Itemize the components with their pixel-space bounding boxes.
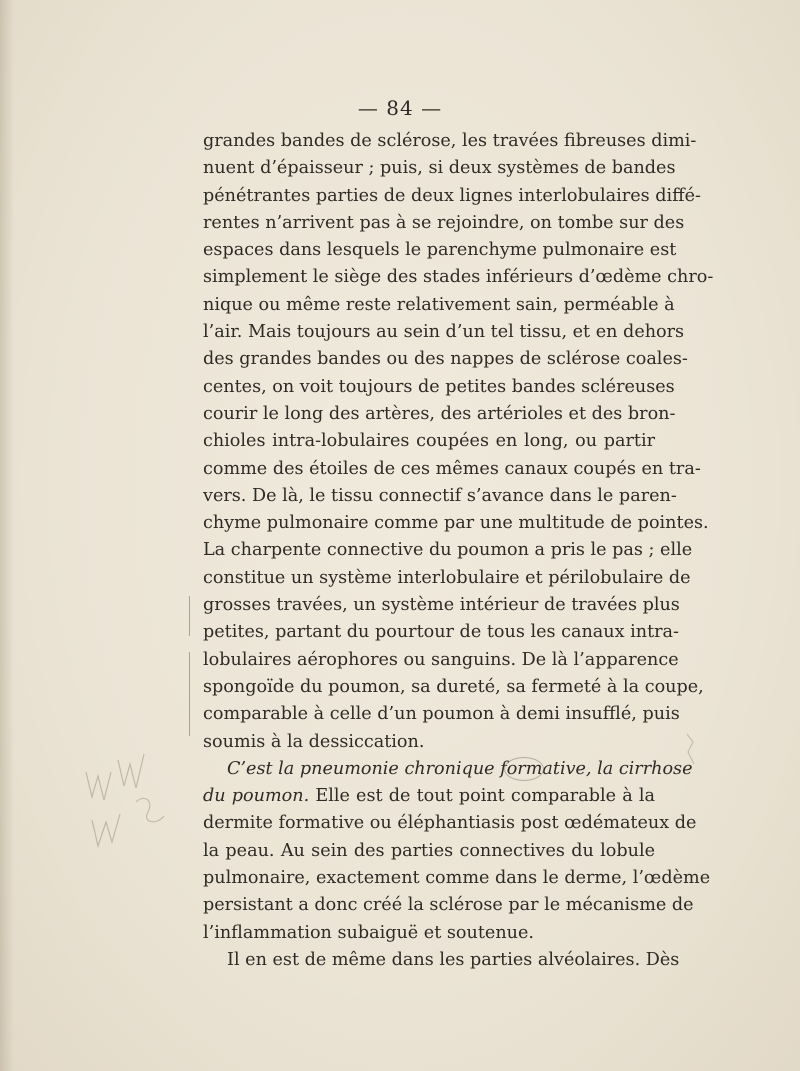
mixed-italic-line: du poumon. Elle est de tout point comparable à la (203, 786, 655, 807)
text-line: vers. De là, le tissu connectif s’avance dans le paren- (203, 485, 677, 506)
margin-mark-bar-upper (189, 596, 190, 636)
text-line: La charpente connective du poumon a pris le pas ; elle (203, 540, 693, 561)
text-line: grandes bandes de sclérose, les travées fibreuses dimi- (203, 131, 697, 151)
text-line: pénétrantes parties de deux lignes interlobulaires diffé- (203, 185, 701, 206)
page-edge-shadow (0, 0, 14, 1071)
paragraph-end-line: l’inflammation subaiguë et soutenue. (203, 922, 534, 943)
paragraph-end-line: soumis à la dessiccation. (203, 731, 425, 752)
text-line: chyme pulmonaire comme par une multitude de pointes. (203, 513, 709, 534)
text-line: comme des étoiles de ces mêmes canaux coupés en tra- (203, 458, 701, 479)
text-line: centes, on voit toujours de petites bandes scléreuses (203, 376, 675, 397)
text-line: Il en est de même dans les parties alvéolaires. Dès (227, 949, 680, 970)
text-line: nuent d’épaisseur ; puis, si deux systèmes de bandes (203, 158, 676, 179)
text-line: chioles intra-lobulaires coupées en long, ou partir (203, 431, 655, 452)
text-line: espaces dans lesquels le parenchyme pulmonaire est (203, 240, 677, 261)
text-line: simplement le siège des stades inférieurs d’œdème chro- (203, 267, 714, 288)
italic-phrase: du poumon. (203, 786, 310, 807)
text-line: persistant a donc créé la sclérose par le mécanisme de (203, 895, 694, 916)
page-number: — 84 — (357, 96, 443, 120)
pencil-marginalia-icon (78, 742, 173, 862)
text-line: lobulaires aérophores ou sanguins. De là l’apparence (203, 649, 679, 670)
pencil-edge-mark-icon (683, 730, 697, 770)
text-line: dermite formative ou éléphantiasis post œdémateux de (203, 813, 697, 834)
text-line: grosses travées, un système intérieur de travées plus (203, 595, 680, 616)
text-line: comparable à celle d’un poumon à demi insufflé, puis (203, 704, 680, 725)
body-text (203, 128, 714, 974)
italic-line (203, 756, 693, 783)
text-line: la peau. Au sein des parties connectives du lobule (203, 840, 655, 861)
text-line: spongoïde du poumon, sa dureté, sa fermeté à la coupe, (203, 676, 704, 697)
italic-phrase: C’est la pneumonie chronique formative, la cirrhose (227, 758, 693, 779)
text-line: constitue un système interlobulaire et périlobulaire de (203, 567, 691, 588)
text-line: courir le long des artères, des artérioles et des bron- (203, 403, 676, 424)
text-line: petites, partant du pourtour de tous les canaux intra- (203, 622, 679, 643)
text-line: pulmonaire, exactement comme dans le derme, l’œdème (203, 868, 711, 889)
text-line: des grandes bandes ou des nappes de sclérose coales- (203, 349, 688, 370)
text-line: nique ou même reste relativement sain, perméable à (203, 294, 675, 315)
text-line: rentes n’arrivent pas à se rejoindre, on tombe sur des (203, 212, 685, 233)
margin-mark-bar-lower (189, 652, 190, 736)
text-line: l’air. Mais toujours au sein d’un tel tissu, et en dehors (203, 322, 685, 343)
pencil-circle-mark (504, 757, 544, 781)
